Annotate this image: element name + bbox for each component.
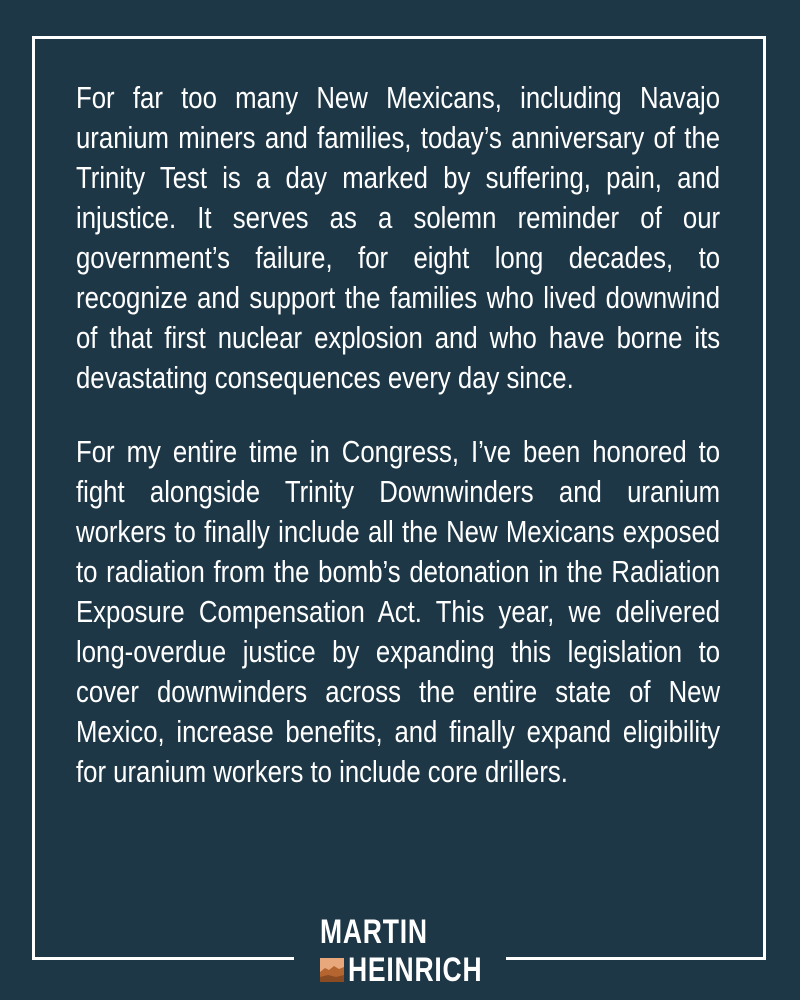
statement-text xyxy=(76,78,720,826)
logo-last-name: HEINRICH xyxy=(348,951,483,989)
martin-heinrich-logo xyxy=(318,912,488,990)
mesa-landscape-icon xyxy=(320,958,344,982)
logo-first-name: MARTIN xyxy=(320,913,428,951)
paragraph-1: For far too many New Mexicans, including Navajo uranium miners and families, today’s anniversary of the Trinity Test is a day marked by suffering, pain, and injustice. It serves as a solemn reminder of our government’s failure, for eight long decades, to recognize and support the families who lived downwind of that first nuclear explosion and who have borne its devastating consequences every day since. xyxy=(76,80,721,395)
paragraph-2: For my entire time in Congress, I’ve been honored to fight alongside Trinity Downwinders and uranium workers to finally include all the New Mexicans exposed to radiation from the bomb’s detonation in the Radiation Exposure Compensation Act. This year, we delivered long-overdue justice by expanding this legislation to cover downwinders across the entire state of New Mexico, increase benefits, and finally expand eligibility for uranium workers to include core drillers. xyxy=(76,434,721,789)
